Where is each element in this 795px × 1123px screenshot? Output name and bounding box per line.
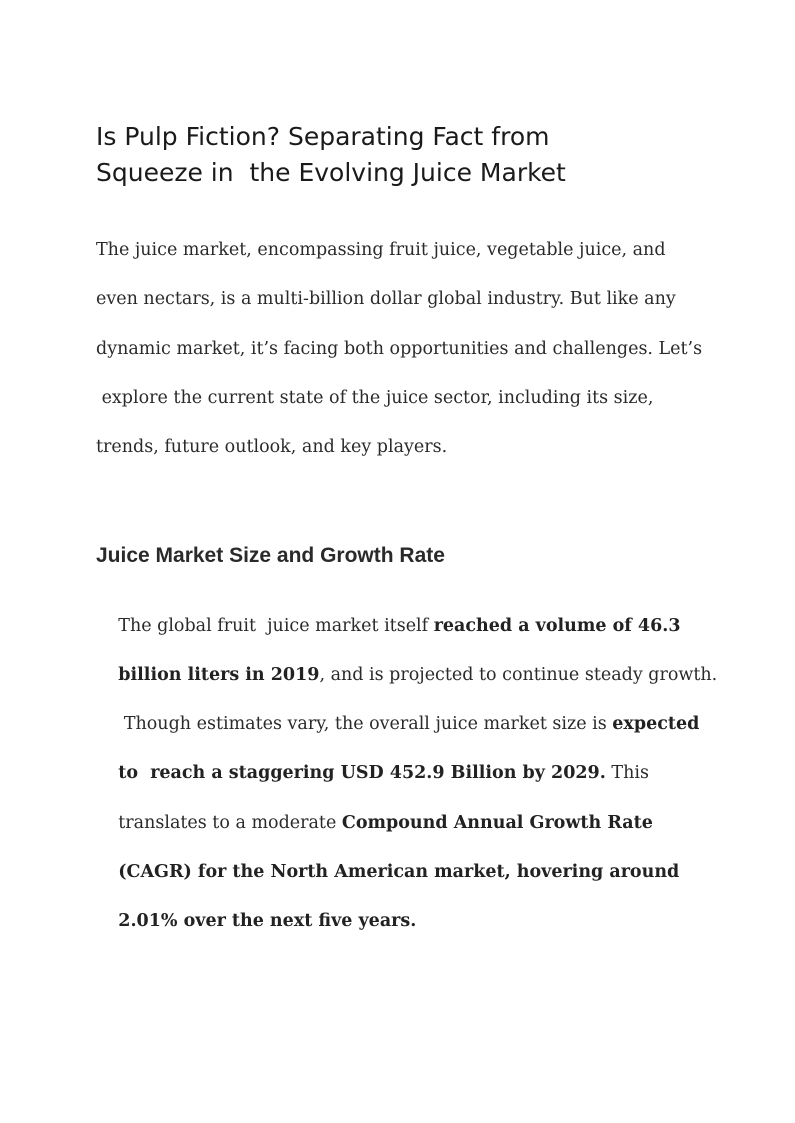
section-text: Though estimates vary, the overall juice market size is <box>118 714 613 734</box>
section-bold-text: billion liters in 2019 <box>118 665 320 685</box>
section-text: This <box>605 763 649 783</box>
section-heading: Juice Market Size and Growth Rate <box>96 544 445 567</box>
intro-line-3: dynamic market, it’s facing both opportunities and challenges. Let’s <box>96 339 703 359</box>
intro-line-4: explore the current state of the juice sector, including its size, <box>96 388 654 408</box>
title-line-1: Is Pulp Fiction? Separating Fact from <box>96 122 550 151</box>
section-bold-text: reached a volume of 46.3 <box>433 616 681 636</box>
section-bold-text: expected <box>612 714 700 734</box>
section-line-7 <box>96 885 416 957</box>
section-text: The global fruit juice market itself <box>118 616 434 636</box>
section-bold-text: 2.01% over the next five years. <box>118 911 417 931</box>
section-bold-text: to reach a staggering USD 452.9 Billion by 2029. <box>118 763 606 783</box>
section-text: , and is projected to continue steady growth. <box>319 665 718 685</box>
intro-line-2: even nectars, is a multi-billion dollar global industry. But like any <box>96 289 676 309</box>
page-title <box>96 119 696 191</box>
intro-line-1: The juice market, encompassing fruit juice, vegetable juice, and <box>96 240 666 260</box>
intro-line-5: trends, future outlook, and key players. <box>96 437 448 457</box>
section-text: translates to a moderate <box>118 813 342 833</box>
title-line-2: Squeeze in the Evolving Juice Market <box>96 158 566 187</box>
section-bold-text: Compound Annual Growth Rate <box>341 813 653 833</box>
section-bold-text: (CAGR) for the North American market, hovering around <box>118 862 680 882</box>
